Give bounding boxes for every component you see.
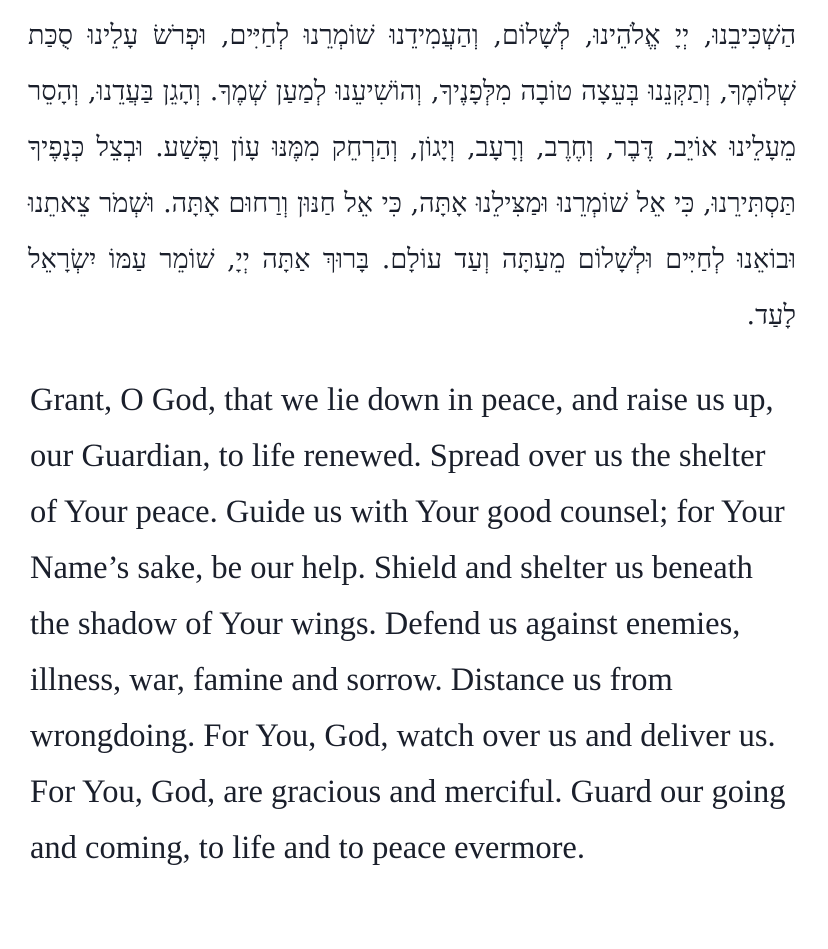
hebrew-prayer-text: הַשְׁכִּיבֵנוּ, יְיָ אֱלֹהֵינוּ, לְשָׁלוֹם, וְהַעֲמִידֵנוּ שׁוֹמְרֵנוּ לְחַיִּים, וּפְרֹשׂ עָלֵינוּ סֻכַּת שְׁלוֹמֶךָ, וְתַקְּנֵנוּ בְּעֵצָה טוֹבָה מִלְּפָנֶיךָ, וְהוֹשִׁיעֵנוּ לְמַעַן שְׁמֶךָ. וְהָגֵן בַּעֲדֵנוּ, וְהָסֵר מֵעָלֵינוּ אוֹיֵב, דֶּבֶר, וְחֶרֶב, וְרָעָב, וְיָגוֹן, וְהַרְחֵק מִמֶּנּוּ עָוֹן וָפֶשַׁע. וּבְצֵל כְּנָפֶיךָ תַּסְתִּירֵנוּ, כִּי אֵל שׁוֹמְרֵנוּ וּמַצִּילֵנוּ אָתָּה, כִּי אֵל חַנּוּן וְרַחוּם אָתָּה. וּשְׁמֹר צֵאתֵנוּ וּבוֹאֵנוּ לְחַיִּים וּלְשָׁלוֹם מֵעַתָּה וְעַד עוֹלָם. בָּרוּךְ אַתָּה יְיָ, שׁוֹמֵר עַמּוֹ יִשְׂרָאֵל לָעַד. xyxy=(28,20,796,331)
english-translation-text: Grant, O God, that we lie down in peace, and raise us up, our Guardian, to life renewed. Spread over us the shelter of Your peace. Guide us with Your good counsel; for Your Name’s sake, be our help. Shield and shelter us beneath the shadow of Your wings. Defend us against enemies, illness, war, famine and sorrow. Distance us from wrongdoing. For You, God, watch over us and deliver us. For You, God, are gracious and merciful. Guard our going and coming, to life and to peace evermore. xyxy=(30,382,786,866)
